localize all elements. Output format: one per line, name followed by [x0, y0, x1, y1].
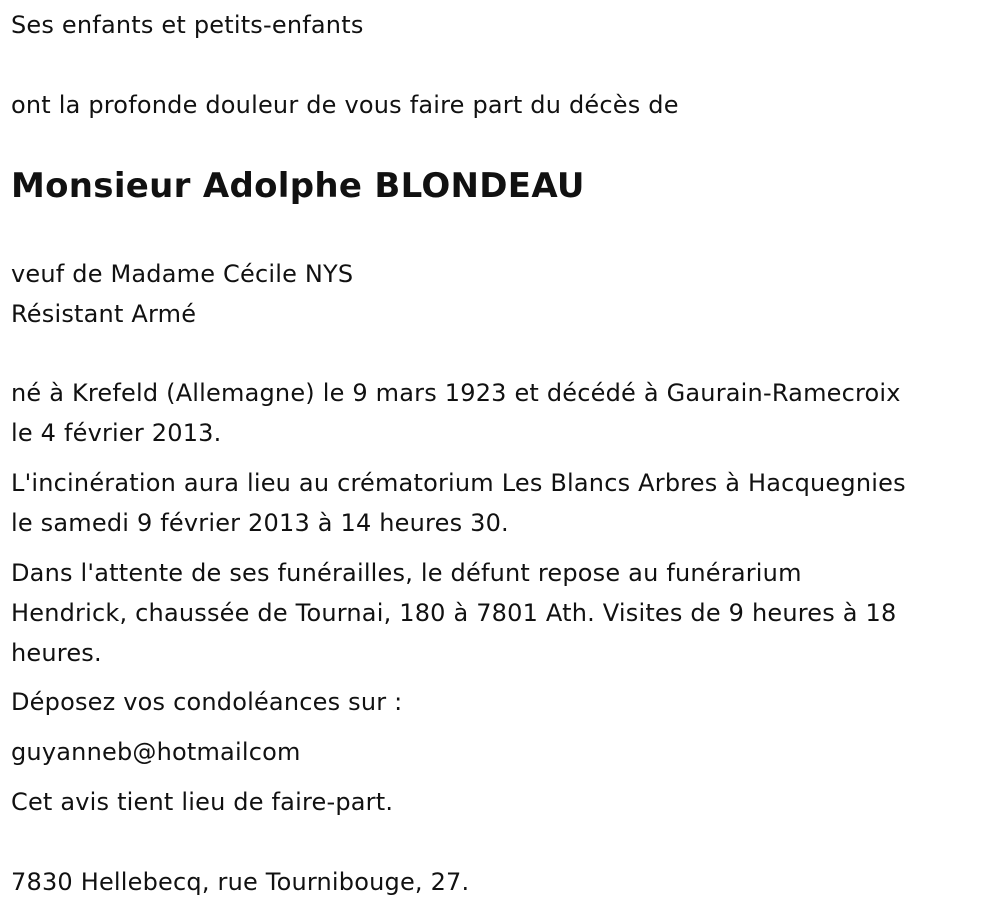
- title-text: Résistant Armé: [11, 300, 197, 328]
- announcement-text: ont la profonde douleur de vous faire part du décès de: [11, 91, 679, 119]
- cremation-line-2: le samedi 9 février 2013 à 14 heures 30.: [11, 509, 509, 537]
- deceased-name: Monsieur Adolphe BLONDEAU: [11, 166, 585, 206]
- condolences-email[interactable]: guyanneb@hotmailcom: [11, 738, 301, 766]
- cremation-line-1: L'incinération aura lieu au crématorium Les Blancs Arbres à Hacquegnies: [11, 469, 906, 497]
- condolences-prompt: Déposez vos condoléances sur :: [11, 688, 403, 716]
- notice-statement: Cet avis tient lieu de faire-part.: [11, 788, 394, 816]
- visitation-line-2: Hendrick, chaussée de Tournai, 180 à 7801 Ath. Visites de 9 heures à 18: [11, 599, 897, 627]
- birth-death-line-2: le 4 février 2013.: [11, 419, 222, 447]
- visitation-line-3: heures.: [11, 639, 102, 667]
- birth-death-line-1: né à Krefeld (Allemagne) le 9 mars 1923 et décédé à Gaurain-Ramecroix: [11, 379, 901, 407]
- intro-text: Ses enfants et petits-enfants: [11, 11, 364, 39]
- widower-of-text: veuf de Madame Cécile NYS: [11, 260, 354, 288]
- family-address: 7830 Hellebecq, rue Tournibouge, 27.: [11, 868, 470, 896]
- visitation-line-1: Dans l'attente de ses funérailles, le défunt repose au funérarium: [11, 559, 802, 587]
